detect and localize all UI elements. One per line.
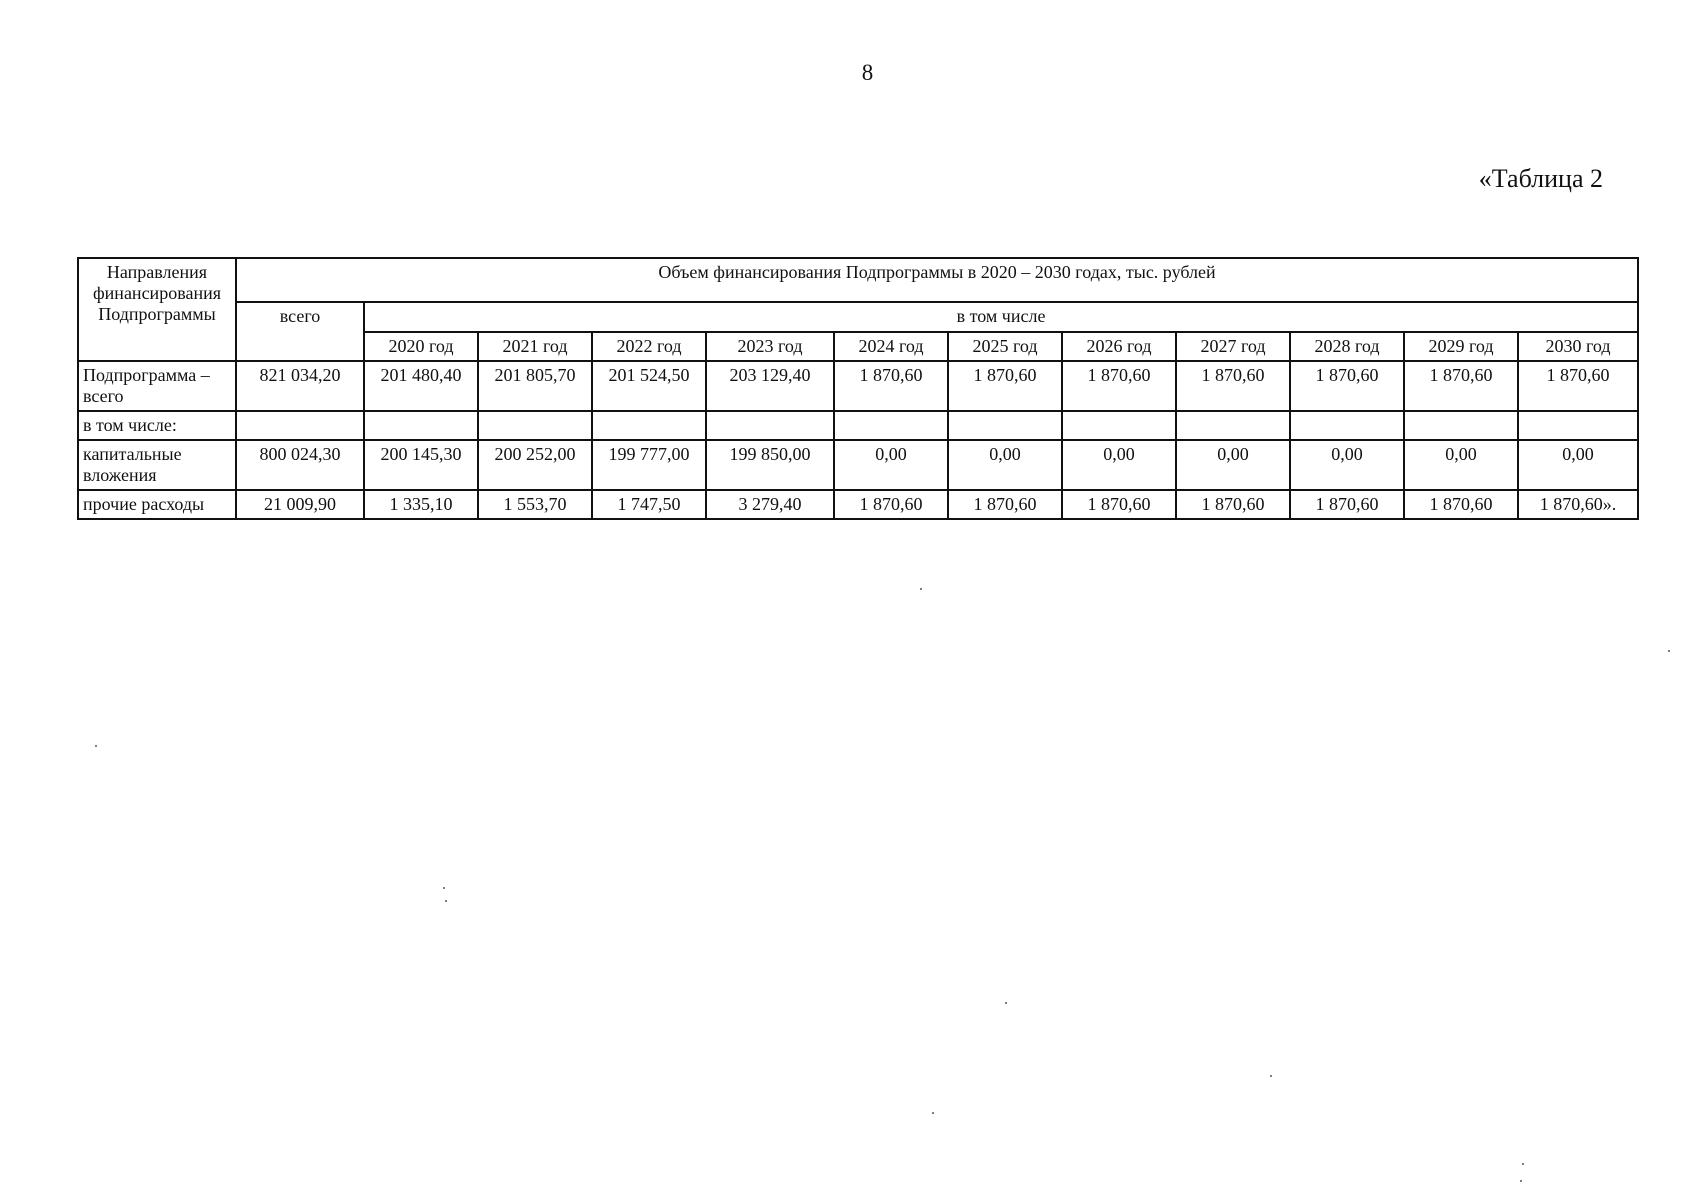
row-value: 201 805,70 [478,361,592,411]
row-label: в том числе: [78,411,236,440]
row-value: 200 145,30 [364,440,478,490]
row-value: 1 870,60 [1176,490,1290,519]
row-total: 821 034,20 [236,361,364,411]
row-total: 21 009,90 [236,490,364,519]
page-number: 8 [861,60,874,85]
header-year: 2025 год [948,332,1062,361]
scan-speck [1668,650,1670,652]
row-value: 1 553,70 [478,490,592,519]
row-value: 1 870,60 [1404,361,1518,411]
row-value: 0,00 [1518,440,1638,490]
header-year: 2029 год [1404,332,1518,361]
row-value: 1 870,60 [1518,361,1638,411]
financing-table-container [77,257,1637,520]
table-row [78,490,1638,519]
scan-speck [443,887,445,889]
row-value [948,411,1062,440]
table-label: «Таблица 2 [1478,164,1603,193]
row-value: 1 870,60 [1290,490,1404,519]
row-value [1404,411,1518,440]
header-year: 2027 год [1176,332,1290,361]
row-value: 0,00 [834,440,948,490]
row-value [364,411,478,440]
scan-speck [1522,1163,1524,1165]
row-value: 1 870,60 [948,361,1062,411]
row-value: 1 870,60 [1062,361,1176,411]
scan-speck [1005,1002,1007,1004]
header-including: в том числе [364,302,1638,332]
row-value: 0,00 [1290,440,1404,490]
row-value: 1 870,60 [1404,490,1518,519]
row-value [1290,411,1404,440]
row-total: 800 024,30 [236,440,364,490]
row-value: 1 870,60». [1518,490,1638,519]
header-year: 2028 год [1290,332,1404,361]
row-value: 200 252,00 [478,440,592,490]
row-value: 0,00 [1062,440,1176,490]
row-value: 1 870,60 [1062,490,1176,519]
header-year: 2024 год [834,332,948,361]
row-label: Подпрограмма – всего [78,361,236,411]
row-value [1062,411,1176,440]
header-year: 2020 год [364,332,478,361]
row-value [1518,411,1638,440]
row-value: 199 850,00 [706,440,834,490]
scan-speck [445,900,447,902]
row-label: капитальные вложения [78,440,236,490]
row-value: 1 870,60 [834,361,948,411]
row-value: 1 747,50 [592,490,706,519]
header-direction: Направления финансирования Подпрограммы [78,258,236,361]
row-value [834,411,948,440]
scan-speck [95,745,97,747]
row-value: 0,00 [1404,440,1518,490]
row-value [1176,411,1290,440]
row-value: 203 129,40 [706,361,834,411]
row-total [236,411,364,440]
row-value: 1 870,60 [948,490,1062,519]
financing-table [77,257,1639,520]
row-label: прочие расходы [78,490,236,519]
row-value: 0,00 [948,440,1062,490]
scan-speck [1520,1180,1522,1182]
scan-speck [1270,1075,1272,1077]
header-year: 2026 год [1062,332,1176,361]
scan-speck [932,1112,934,1114]
row-value: 199 777,00 [592,440,706,490]
header-total: всего [236,302,364,361]
row-value: 1 870,60 [1176,361,1290,411]
row-value: 1 870,60 [834,490,948,519]
header-volume: Объем финансирования Подпрограммы в 2020 – 2030 годах, тыс. рублей [236,258,1638,302]
row-value: 0,00 [1176,440,1290,490]
row-value [592,411,706,440]
row-value [478,411,592,440]
header-year: 2021 год [478,332,592,361]
row-value: 3 279,40 [706,490,834,519]
table-row [78,411,1638,440]
row-value: 1 335,10 [364,490,478,519]
header-year: 2022 год [592,332,706,361]
row-value: 201 524,50 [592,361,706,411]
table-row [78,440,1638,490]
row-value [706,411,834,440]
header-year: 2023 год [706,332,834,361]
scan-speck [920,588,922,590]
header-year: 2030 год [1518,332,1638,361]
table-row [78,361,1638,411]
row-value: 1 870,60 [1290,361,1404,411]
row-value: 201 480,40 [364,361,478,411]
